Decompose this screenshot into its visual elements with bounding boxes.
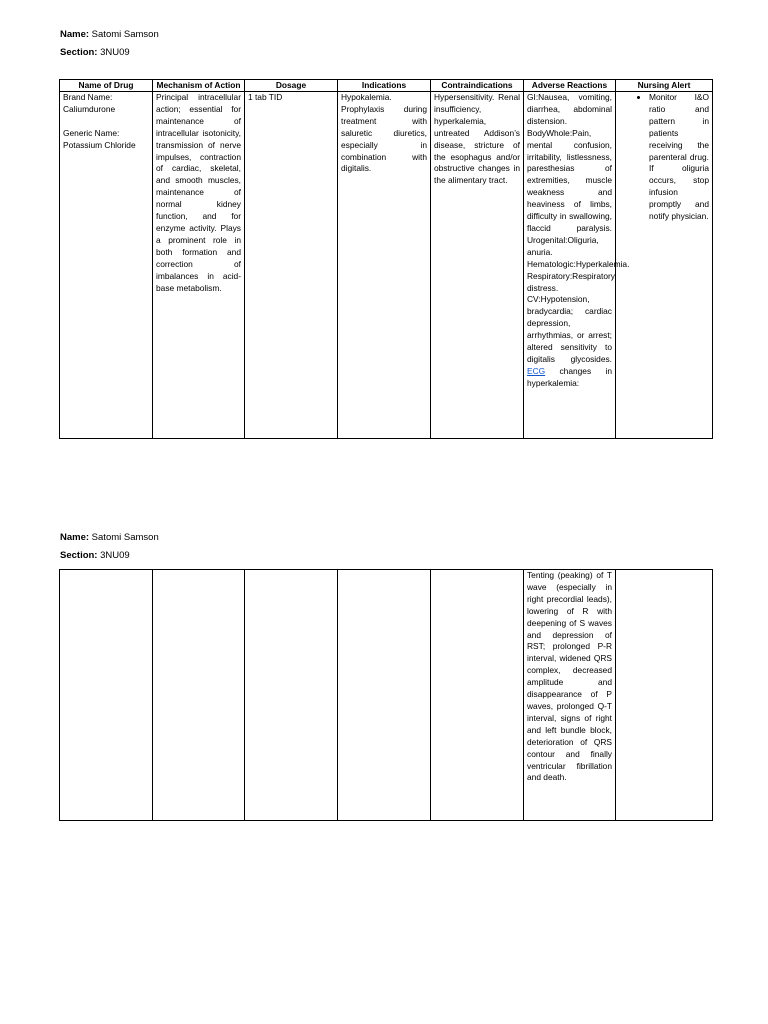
adverse-reactions-text: GI:Nausea, vomiting, diarrhea, abdominal distension. BodyWhole:Pain, mental confusion, irritability, listlessness, paresthesias of extremities, muscle weakness and heaviness of limbs, difficulty in swallowing, flaccid paralysis. Urogenital:Oliguria, anuria. Hematologic:Hyperkalemia. Respiratory:Respiratory distress. CV:Hypotension, bradycardia; cardiac depression, arrhythmias, or arrest; altered sensitivity to digitalis glycosides. bbox=[527, 92, 630, 364]
name-value: Satomi Samson bbox=[89, 532, 159, 543]
header-name-of-drug: Name of Drug bbox=[60, 80, 153, 92]
brand-name-label: Brand Name: bbox=[63, 92, 113, 102]
cell-contraindications: Hypersensitivity. Renal insufficiency, hyperkalemia, untreated Addison’s disease, stricture of the esophagus and/or obstructive changes in the alimentary tract. bbox=[431, 92, 524, 439]
ecg-link[interactable]: ECG bbox=[527, 365, 546, 376]
section-label: Section: bbox=[60, 47, 98, 58]
cell-adverse-reactions bbox=[524, 92, 630, 439]
name-value: Satomi Samson bbox=[89, 29, 159, 40]
cell-mechanism: Principal intracellular action; essential for maintenance of intracellular isotonicity, transmission of nerve impulses, contraction of cardiac, skeletal, and smooth muscles, maintenance of normal kidney function, and for enzyme activity. Plays a prominent role in both formation and correction of imbalances in acid-base metabolism. bbox=[153, 92, 245, 439]
cell-nursing-alert-empty bbox=[616, 570, 713, 821]
header-nursing-alert: Nursing Alert bbox=[616, 80, 713, 92]
header-contraindications: Contraindications bbox=[431, 80, 524, 92]
name-label: Name: bbox=[60, 532, 90, 543]
generic-name-value: Potassium Chloride bbox=[63, 139, 136, 150]
nursing-alert-item: • Monitor I&O ratio and pattern in patients receiving the parenteral drug. If oliguria occurs, stop infusion promptly and notify physician. bbox=[649, 92, 709, 223]
cell-contraindications-empty bbox=[431, 570, 524, 821]
cell-nursing-alert bbox=[616, 92, 713, 439]
drug-study-table bbox=[59, 79, 713, 439]
adverse-reactions-text-2: changes in hyperkalemia: bbox=[527, 365, 612, 388]
brand-name-value: Caliumdurone bbox=[63, 103, 116, 114]
header-indications: Indications bbox=[338, 80, 431, 92]
generic-name-label: Generic Name: bbox=[63, 127, 120, 138]
section-value: 3NU09 bbox=[97, 47, 130, 58]
table-row bbox=[60, 570, 713, 821]
cell-dosage-empty bbox=[245, 570, 338, 821]
table-row bbox=[60, 92, 713, 439]
cell-drug-name-empty bbox=[60, 570, 153, 821]
section-value: 3NU09 bbox=[97, 550, 130, 561]
cell-drug-name bbox=[60, 92, 153, 439]
cell-mechanism-empty bbox=[153, 570, 245, 821]
cell-dosage: 1 tab TID bbox=[245, 92, 338, 439]
cell-adverse-reactions-continued: Tenting (peaking) of T wave (especially in right precordial leads), lowering of R with deepening of S waves and depression of RST; prolonged P-R interval, widened QRS complex, decreased amplitude and disappearance of P waves, prolonged Q-T interval, signs of right and left bundle block, deterioration of QRS contour and finally ventricular fibrillation and death. bbox=[524, 570, 616, 821]
section-line-2 bbox=[60, 550, 130, 561]
header-mechanism: Mechanism of Action bbox=[153, 80, 245, 92]
drug-study-table-continued bbox=[59, 569, 713, 821]
cell-indications-empty bbox=[338, 570, 431, 821]
cell-indications: Hypokalemia. Prophylaxis during treatment with saluretic diuretics, especially in combination with digitalis. bbox=[338, 92, 431, 439]
section-line bbox=[60, 47, 130, 58]
student-name-line-2 bbox=[60, 532, 159, 543]
table-header-row bbox=[60, 80, 713, 92]
nursing-alert-list bbox=[619, 92, 709, 223]
student-name-line bbox=[60, 29, 159, 40]
section-label: Section: bbox=[60, 550, 98, 561]
header-adverse-reactions: Adverse Reactions bbox=[524, 80, 616, 92]
name-label: Name: bbox=[60, 29, 90, 40]
header-dosage: Dosage bbox=[245, 80, 338, 92]
